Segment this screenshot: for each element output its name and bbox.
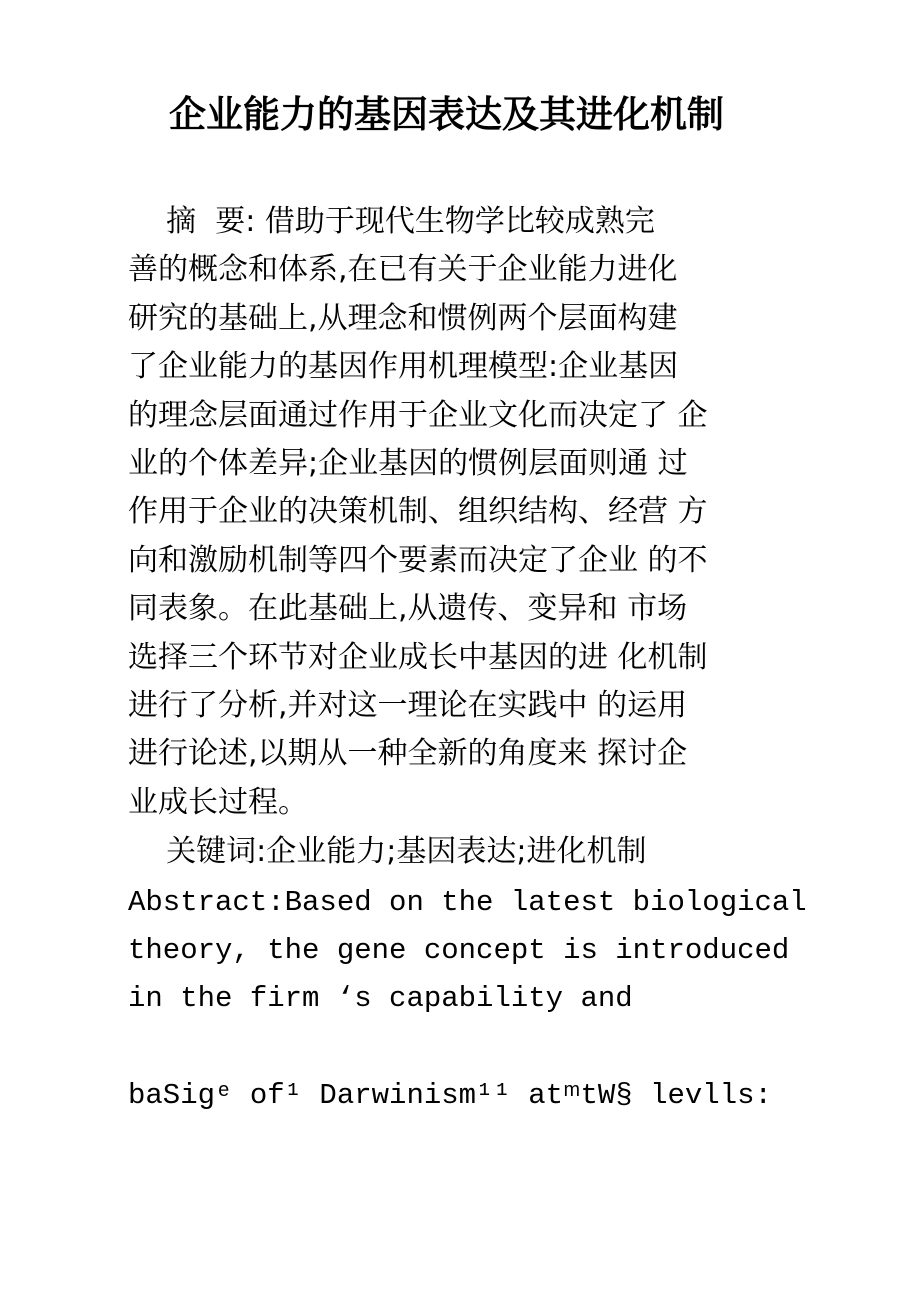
keywords-line: 关键词:企业能力;基因表达;进化机制 [128,834,647,869]
abstract-zh-line: 善的概念和体系,在已有关于企业能力进化 [128,252,678,288]
abstract-zh-line: 研究的基础上,从理念和惯例两个层面构建 [128,300,678,336]
abstract-zh-line: 同表象。在此基础上,从遗传、变异和 市场 [128,591,688,627]
abstract-zh-line: 摘 要: 借助于现代生物学比较成熟完 [128,204,655,239]
abstract-zh-line: 业的个体差异;企业基因的惯例层面则通 过 [128,446,688,481]
garbled-text-line: baSigᵉ of¹ Darwinism¹¹ atᵐtW§ levlls: [128,1079,772,1112]
abstract-en-line: theory, the gene concept is introduced [128,934,790,967]
abstract-zh-line: 进行了分析,并对这一理论在实践中 的运用 [128,688,688,723]
abstract-zh-line: 选择三个环节对企业成长中基因的进 化机制 [128,639,708,675]
abstract-zh-line: 进行论述,以期从一种全新的角度来 探讨企 [128,736,688,772]
abstract-zh-line: 向和激励机制等四个要素而决定了企业 的不 [128,542,708,578]
abstract-en-line: Abstract:Based on the latest biological [128,886,807,919]
abstract-en-line: in the firm ‘s capability and [128,982,633,1015]
document-title: 企业能力的基因表达及其进化机制 [169,92,724,136]
abstract-zh-line: 了企业能力的基因作用机理模型:企业基因 [128,349,679,385]
abstract-zh-line: 的理念层面通过作用于企业文化而决定了 企 [128,397,708,433]
abstract-zh-line: 作用于企业的决策机制、组织结构、经营 方 [128,494,708,530]
abstract-zh-line: 业成长过程。 [128,784,308,820]
